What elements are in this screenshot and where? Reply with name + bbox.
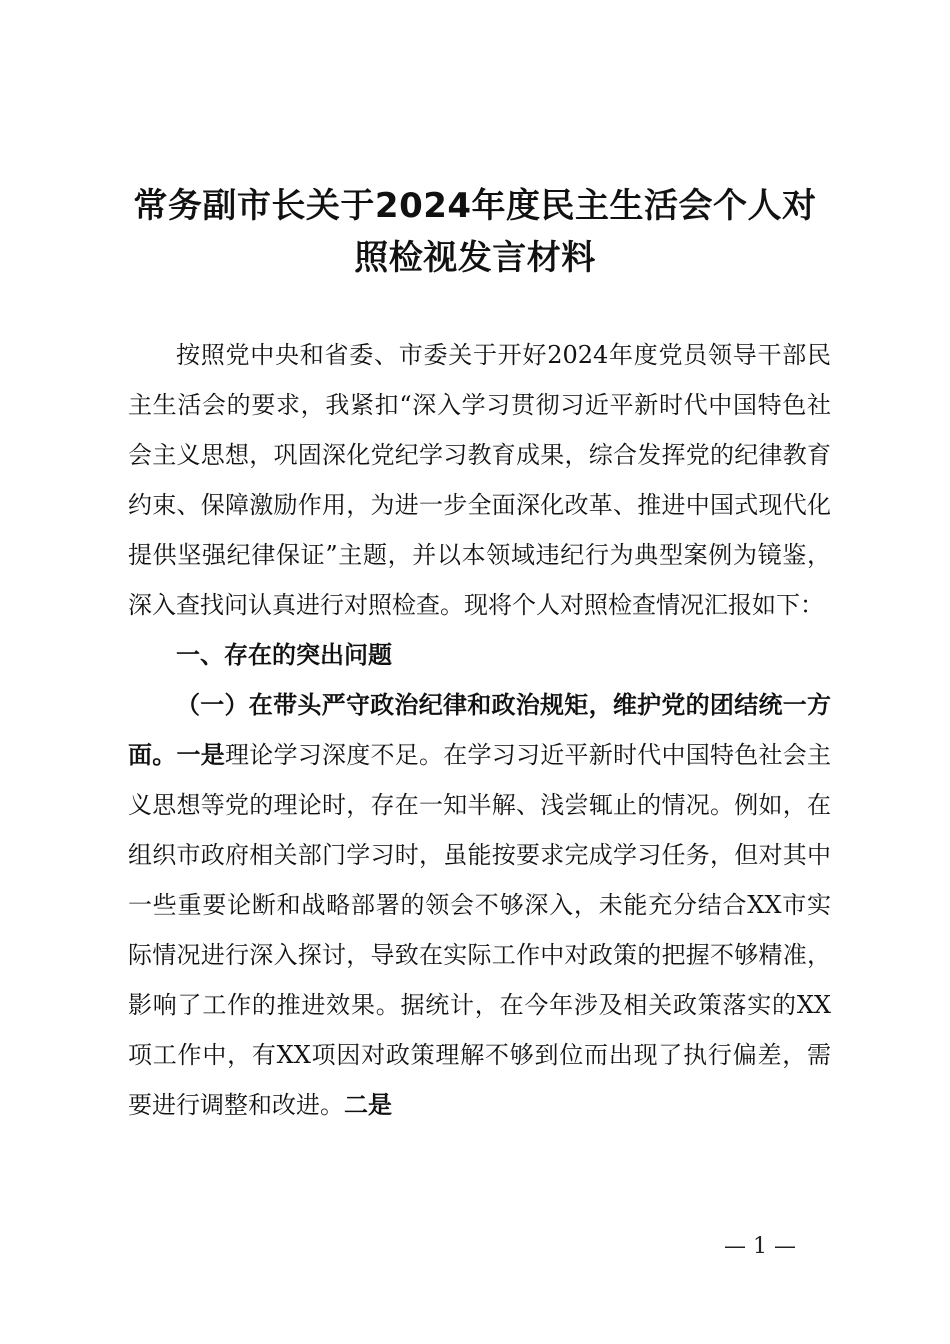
page-number: — 1 —: [724, 1234, 796, 1259]
subsection-paragraph-1: [128, 680, 831, 1130]
section-heading-1: 一、存在的突出问题: [176, 641, 392, 669]
document-title: [110, 180, 840, 284]
title-line-2: 照检视发言材料: [354, 238, 596, 278]
point-1-label: 一是: [176, 741, 225, 769]
document-body: [128, 330, 831, 1130]
title-line-1: 常务副市长关于2024年度民主生活会个人对: [133, 186, 817, 226]
intro-paragraph: 按照党中央和省委、市委关于开好2024年度党员领导干部民主生活会的要求，我紧扣“深入学习贯彻习近平新时代中国特色社会主义思想，巩固深化党纪学习教育成果，综合发挥党的纪律教育约束、保障激励作用，为进一步全面深化改革、推进中国式现代化提供坚强纪律保证”主题，并以本领域违纪行为典型案例为镜鉴，深入查找问认真进行对照检查。现将个人对照检查情况汇报如下：: [128, 341, 831, 619]
point-2-label: 二是: [344, 1091, 392, 1119]
subsection-heading-1: （一）在带头严守政治纪律和政治规矩，维护党的团结统一方面。: [128, 691, 831, 769]
point-1-text: 理论学习深度不足。在学习习近平新时代中国特色社会主义思想等党的理论时，存在一知半解、浅尝辄止的情况。例如，在组织市政府相关部门学习时，虽能按要求完成学习任务，但对其中一些重要论断和战略部署的领会不够深入，未能充分结合XX市实际情况进行深入探讨，导致在实际工作中对政策的把握不够精准，影响了工作的推进效果。据统计，在今年涉及相关政策落实的XX项工作中，有XX项因对政策理解不够到位而出现了执行偏差，需要进行调整和改进。: [128, 741, 831, 1119]
